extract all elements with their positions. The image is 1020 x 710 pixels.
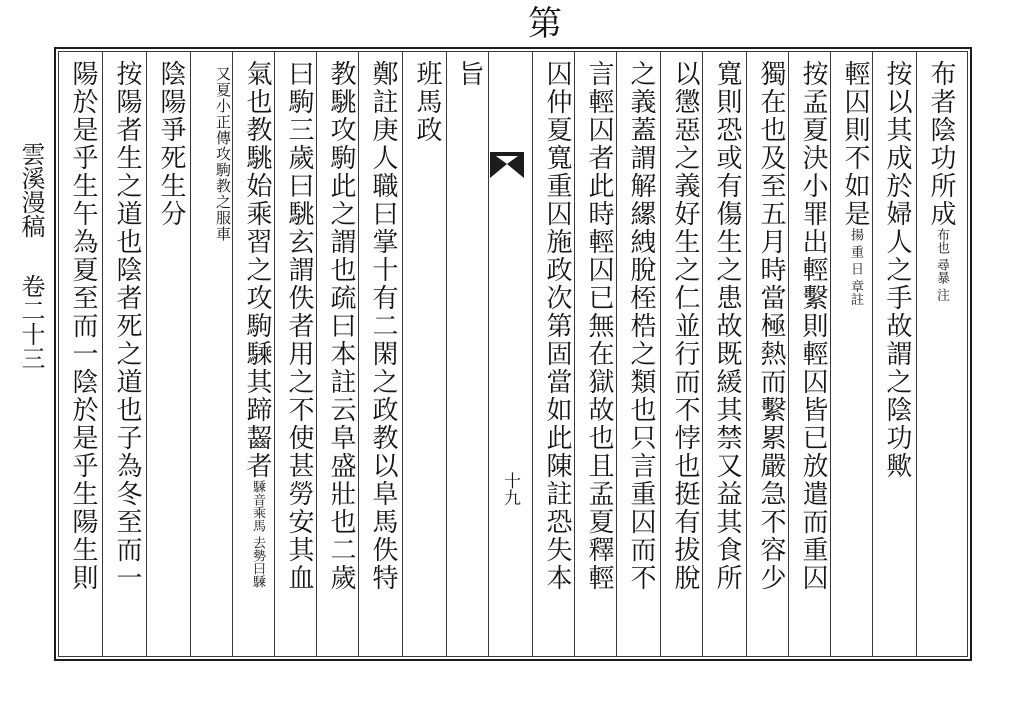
book-title: 雲溪漫稿 bbox=[17, 142, 45, 238]
text-column: 班馬政 bbox=[412, 60, 442, 144]
annotation: 揚 重 日 章註 bbox=[848, 228, 863, 306]
annotation: 布也 尋暴 注 bbox=[934, 228, 949, 302]
top-page-char: 第 bbox=[528, 4, 562, 44]
annotation: 騬音乘馬 去勢曰騬 bbox=[250, 480, 265, 589]
text-column: 教駣攻駒此之謂也疏曰本註云阜盛壯也二歲 bbox=[326, 60, 356, 592]
text-column: 按孟夏決小罪出輕繫則輕囚皆已放遣而重囚 bbox=[798, 60, 828, 592]
text-column: 曰駒三歲曰駣玄謂佚者用之不使甚勞安其血 bbox=[284, 60, 314, 592]
text-column: 按以其成於婦人之手故謂之陰功歟 bbox=[882, 60, 912, 480]
column-rule bbox=[532, 51, 533, 657]
text-column: 言輕囚者此時輕囚已無在獄故也且孟夏釋輕 bbox=[584, 60, 614, 592]
text-column: 輕囚則不如是揚 重 日 章註 bbox=[840, 60, 870, 306]
text-column: 陽於是乎生午為夏至而一陰於是乎生陽生則 bbox=[68, 60, 98, 592]
fishtail-mark bbox=[488, 150, 526, 180]
text-column: 按陽者生之道也陰者死之道也子為冬至而一 bbox=[112, 60, 142, 592]
volume-label: 卷二十三 bbox=[17, 274, 45, 370]
text-column: 獨在也及至五月時當極熱而繫累嚴急不容少 bbox=[756, 60, 786, 592]
folio-number: 十九 bbox=[500, 472, 520, 506]
text-column: 鄭註庚人職曰掌十有二閑之政教以阜馬佚特 bbox=[368, 60, 398, 592]
text-column: 旨 bbox=[454, 60, 484, 88]
text-column: 又夏小正傳攻駒教之服車 bbox=[214, 66, 232, 242]
text-column: 陰陽爭死生分 bbox=[156, 60, 186, 228]
text-column: 以懲惡之義好生之仁並行而不悖也挺有拔脫 bbox=[670, 60, 700, 592]
text-column: 囚仲夏寬重囚施政次第固當如此陳註恐失本 bbox=[542, 60, 572, 592]
text-column: 寬則恐或有傷生之患故既緩其禁又益其食所 bbox=[712, 60, 742, 592]
book-title-edge bbox=[14, 142, 48, 602]
text-column: 氣也教駣始乘習之攻駒騬其蹄齧者騬音乘馬 去勢曰騬 bbox=[242, 60, 272, 589]
column-rule bbox=[232, 51, 233, 657]
text-column: 之義蓋謂解縲絏脫桎梏之類也只言重囚而不 bbox=[626, 60, 656, 592]
text-column: 布者陰功所成布也 尋暴 注 bbox=[926, 60, 956, 302]
